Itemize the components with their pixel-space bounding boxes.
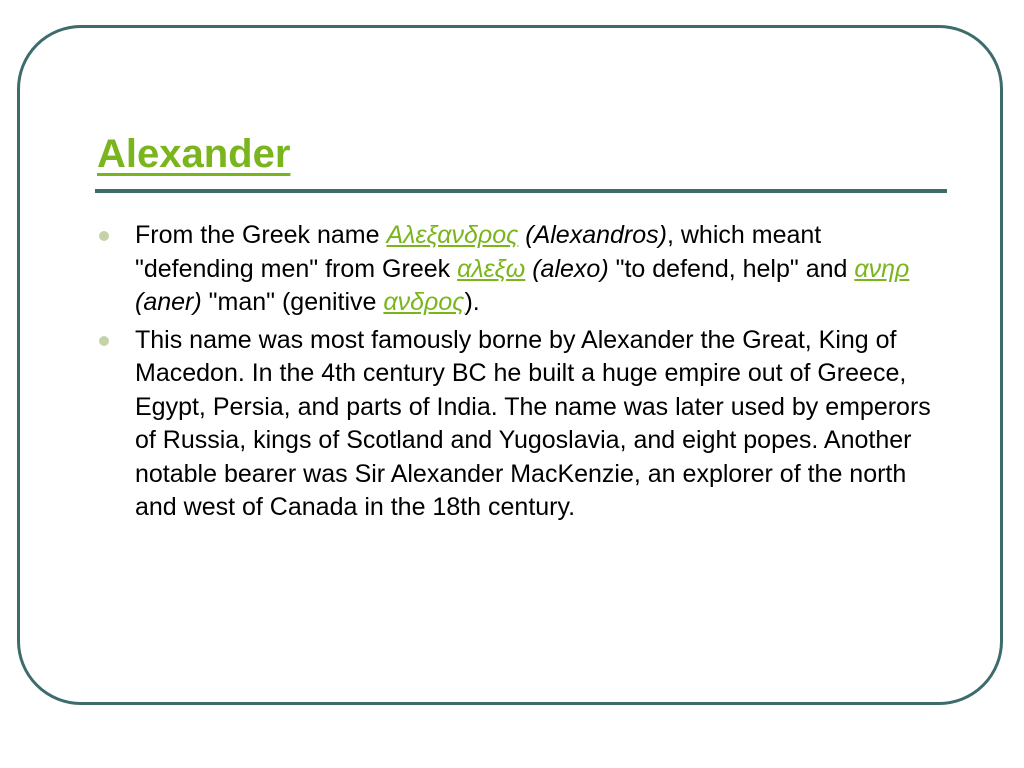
bullet-text: "to defend, help" and (608, 254, 855, 283)
transliteration: (Alexandros) (525, 221, 667, 249)
bullet-text: ). (464, 288, 480, 316)
slide-content (95, 219, 945, 529)
bullet-text: From the Greek name (135, 221, 387, 249)
bullet-item-history (95, 324, 945, 525)
transliteration: (alexo) (532, 254, 609, 283)
slide-title: Alexander (97, 132, 291, 176)
bullet-item-etymology (95, 219, 945, 320)
bullet-text: , which meant "defending men" from Greek (135, 221, 822, 283)
transliteration: (aner) (135, 288, 202, 316)
bullet-text: This name was most famously borne by Alexander the Great, King of Macedon. In the 4th century BC he built a huge empire out of Greece, Egypt, Persia, and parts of India. The name was later used by emperors of Russia, kings of Scotland and Yugoslavia, and eight popes. Another notable bearer was Sir Alexander MacKenzie, an explorer of the north and west of Canada in the 18th century. (135, 325, 931, 521)
greek-alexo-link[interactable]: αλεξω (457, 254, 526, 283)
bullet-dot-icon (99, 231, 109, 241)
greek-name-link[interactable]: Αλεξανδρος (386, 221, 519, 249)
greek-aner-link[interactable]: ανηρ (854, 254, 910, 283)
bullet-text: "man" (genitive (201, 288, 384, 316)
greek-andros-link[interactable]: ανδρος (383, 288, 465, 316)
bullet-dot-icon (99, 336, 109, 346)
title-divider (95, 189, 947, 193)
